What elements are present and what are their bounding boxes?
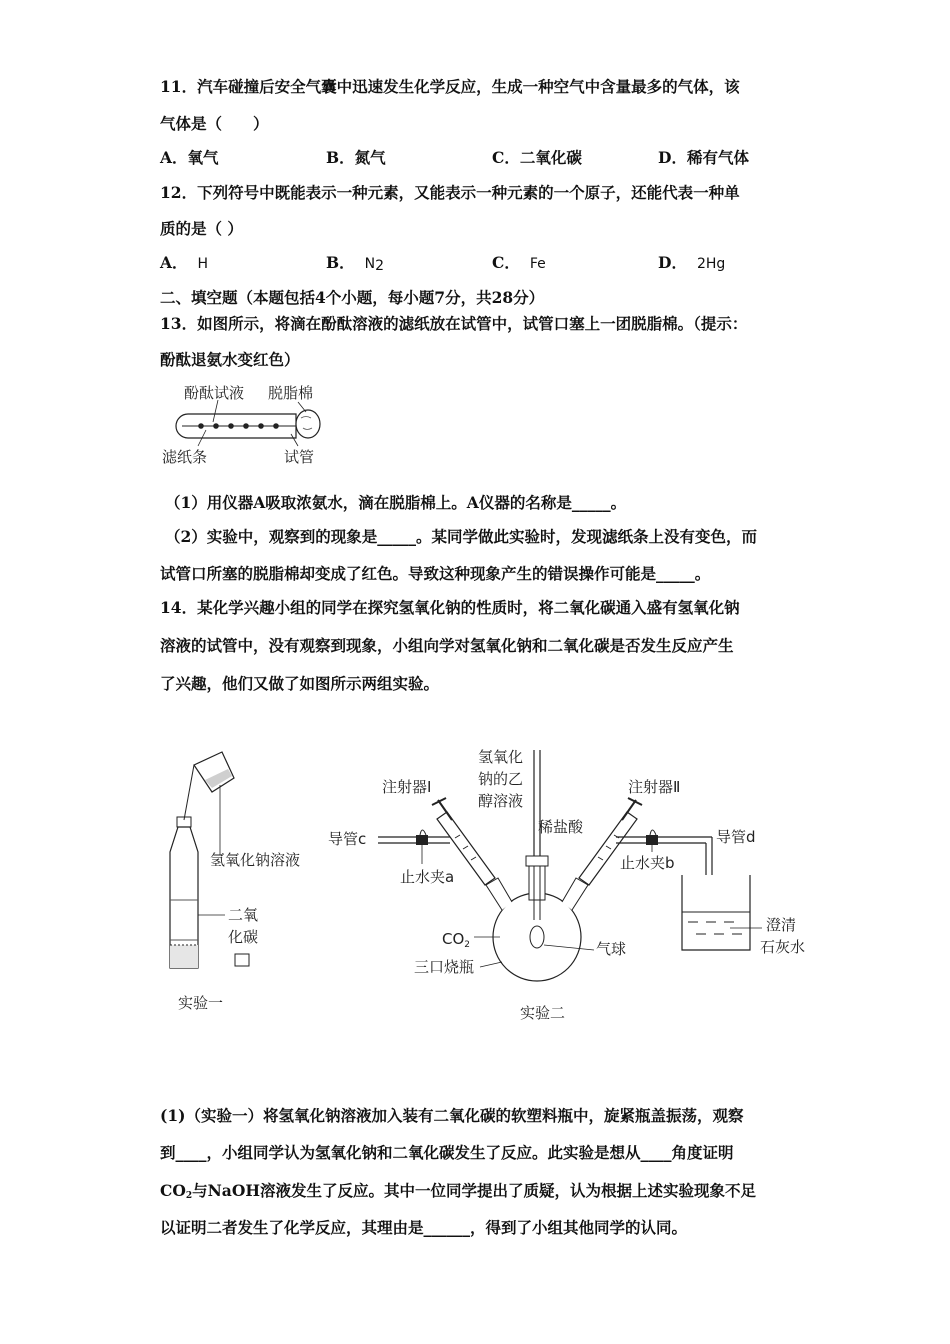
section-2-heading: 二、填空题（本题包括4个小题，每小题7分，共28分） xyxy=(160,288,545,307)
q12-option-a: A． H xyxy=(160,253,209,272)
exp2-caption: 实验二 xyxy=(520,1004,566,1022)
q11-option-a: A．氧气 xyxy=(160,148,219,167)
q13-part1: （1）用仪器A吸取浓氨水，滴在脱脂棉上。A仪器的名称是_____。 xyxy=(165,493,627,512)
q11-option-b: B．氮气 xyxy=(326,148,386,167)
q13-part2-line1: （2）实验中，观察到的现象是_____。某同学做此实验时，发现滤纸条上没有变色，而 xyxy=(165,527,758,546)
label-naoh-ethanol-2: 钠的乙 xyxy=(478,770,524,788)
label-tube-c: 导管c xyxy=(328,830,367,848)
label-co2: $CO_2$ xyxy=(442,930,471,950)
label-naoh-ethanol-1: 氢氧化 xyxy=(478,748,524,766)
exp1-caption: 实验一 xyxy=(178,994,224,1012)
label-limewater-2: 石灰水 xyxy=(760,938,806,956)
cotton-plug xyxy=(296,410,320,438)
q11-option-c: C．二氧化碳 xyxy=(492,148,582,167)
exp2-balloon xyxy=(530,926,544,948)
q14-part1-line4: 以证明二者发生了化学反应，其理由是______，得到了小组其他同学的认同。 xyxy=(160,1218,688,1237)
q14-experiment-figure xyxy=(150,740,830,1030)
q14-part1-line2: 到____，小组同学认为氢氧化钠和二氧化碳发生了反应。此实验是想从____角度证明 xyxy=(160,1143,734,1162)
label-syringe-2: 注射器Ⅱ xyxy=(628,778,681,796)
q13-stem-line1: 13．如图所示，将滴在酚酞溶液的滤纸放在试管中，试管口塞上一团脱脂棉。（提示： xyxy=(160,314,748,333)
q13-part2-line2: 试管口所塞的脱脂棉却变成了红色。导致这种现象产生的错误操作可能是_____。 xyxy=(160,564,711,583)
label-filter-paper: 滤纸条 xyxy=(162,448,208,466)
exp1-co2-label-2: 化碳 xyxy=(228,928,259,946)
label-phenolphthalein: 酚酞试液 xyxy=(184,384,245,402)
exp1-naoh-label: 氢氧化钠溶液 xyxy=(210,851,301,869)
q14-stem-line2: 溶液的试管中，没有观察到现象，小组向学对氢氧化钠和二氧化碳是否发生反应产生 xyxy=(160,636,734,655)
exp1-pouring-beaker xyxy=(184,752,234,820)
exp1-co2-label-1: 二氧 xyxy=(228,906,259,924)
q13-stem-line2: 酚酞退氨水变红色） xyxy=(160,350,300,369)
label-flask: 三口烧瓶 xyxy=(414,958,475,976)
label-dilute-hcl: 稀盐酸 xyxy=(538,818,584,836)
label-clamp-a: 止水夹a xyxy=(400,868,455,886)
label-test-tube: 试管 xyxy=(284,448,315,466)
label-balloon: 气球 xyxy=(596,940,627,958)
label-tube-d: 导管d xyxy=(716,828,756,846)
exp1-bottle-cap xyxy=(235,954,249,966)
label-limewater-1: 澄清 xyxy=(766,916,797,934)
q14-stem-line3: 了兴趣，他们又做了如图所示两组实验。 xyxy=(160,674,440,693)
q14-part1-line3: $CO_2$与NaOH溶液发生了反应。其中一位同学提出了质疑，认为根据上述实验现象不足 xyxy=(160,1181,756,1201)
label-clamp-b: 止水夹b xyxy=(620,854,675,872)
q12-option-d: D． 2Hg xyxy=(658,253,726,272)
q14-part1-line1: (1)（实验一）将氢氧化钠溶液加入装有二氧化碳的软塑料瓶中，旋紧瓶盖振荡，观察 xyxy=(160,1106,744,1125)
exp2-limewater-beaker xyxy=(682,875,750,950)
label-naoh-ethanol-3: 醇溶液 xyxy=(478,792,524,810)
exp1-plastic-bottle xyxy=(170,817,198,968)
q12-stem-line2: 质的是（ ） xyxy=(160,219,243,238)
exp2-clamp-a xyxy=(416,835,428,845)
q11-stem-line2: 气体是（ ） xyxy=(160,114,269,133)
q11-stem-line1: 11．汽车碰撞后安全气囊中迅速发生化学反应，生成一种空气中含量最多的气体，该 xyxy=(160,77,740,96)
label-syringe-1: 注射器Ⅰ xyxy=(382,778,432,796)
label-cotton: 脱脂棉 xyxy=(268,384,314,402)
q13-test-tube-figure xyxy=(158,378,338,470)
q12-option-c: C． Fe xyxy=(492,253,546,272)
q14-stem-line1: 14．某化学兴趣小组的同学在探究氢氧化钠的性质时，将二氧化碳通入盛有氢氧化钠 xyxy=(160,598,740,617)
q11-option-d: D．稀有气体 xyxy=(658,148,749,167)
q12-stem-line1: 12．下列符号中既能表示一种元素，又能表示一种元素的一个原子，还能代表一种单 xyxy=(160,183,740,202)
exp2-clamp-b xyxy=(646,835,658,845)
q12-option-b: B． $N_2$ xyxy=(326,253,385,274)
